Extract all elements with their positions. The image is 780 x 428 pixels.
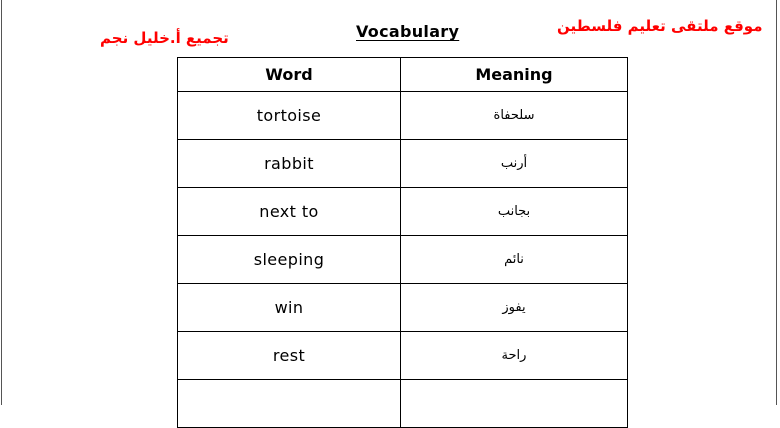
table-row <box>178 188 628 236</box>
meaning-cell: نائم <box>401 236 628 284</box>
table-row-partial <box>178 380 628 428</box>
vocabulary-table <box>177 57 628 428</box>
meaning-cell: راحة <box>401 332 628 380</box>
table-header-row <box>178 58 628 92</box>
table-row <box>178 140 628 188</box>
table-row <box>178 332 628 380</box>
meaning-cell: أرنب <box>401 140 628 188</box>
word-cell: tortoise <box>178 92 401 140</box>
word-cell: sleeping <box>178 236 401 284</box>
word-cell: win <box>178 284 401 332</box>
meaning-cell: يفوز <box>401 284 628 332</box>
column-header-meaning: Meaning <box>401 58 628 92</box>
column-header-word: Word <box>178 58 401 92</box>
page-title: Vocabulary <box>356 22 460 41</box>
word-cell: rabbit <box>178 140 401 188</box>
page-edge-left <box>1 0 2 405</box>
page-edge-right <box>776 0 777 405</box>
table-row <box>178 236 628 284</box>
compiler-credit: تجميع أ.خليل نجم <box>100 29 229 47</box>
meaning-cell-empty <box>401 380 628 428</box>
word-cell: next to <box>178 188 401 236</box>
table-row <box>178 92 628 140</box>
site-name: موقع ملتقى تعليم فلسطين <box>557 17 763 35</box>
word-cell-empty <box>178 380 401 428</box>
word-cell: rest <box>178 332 401 380</box>
meaning-cell: بجانب <box>401 188 628 236</box>
meaning-cell: سلحفاة <box>401 92 628 140</box>
table-row <box>178 284 628 332</box>
